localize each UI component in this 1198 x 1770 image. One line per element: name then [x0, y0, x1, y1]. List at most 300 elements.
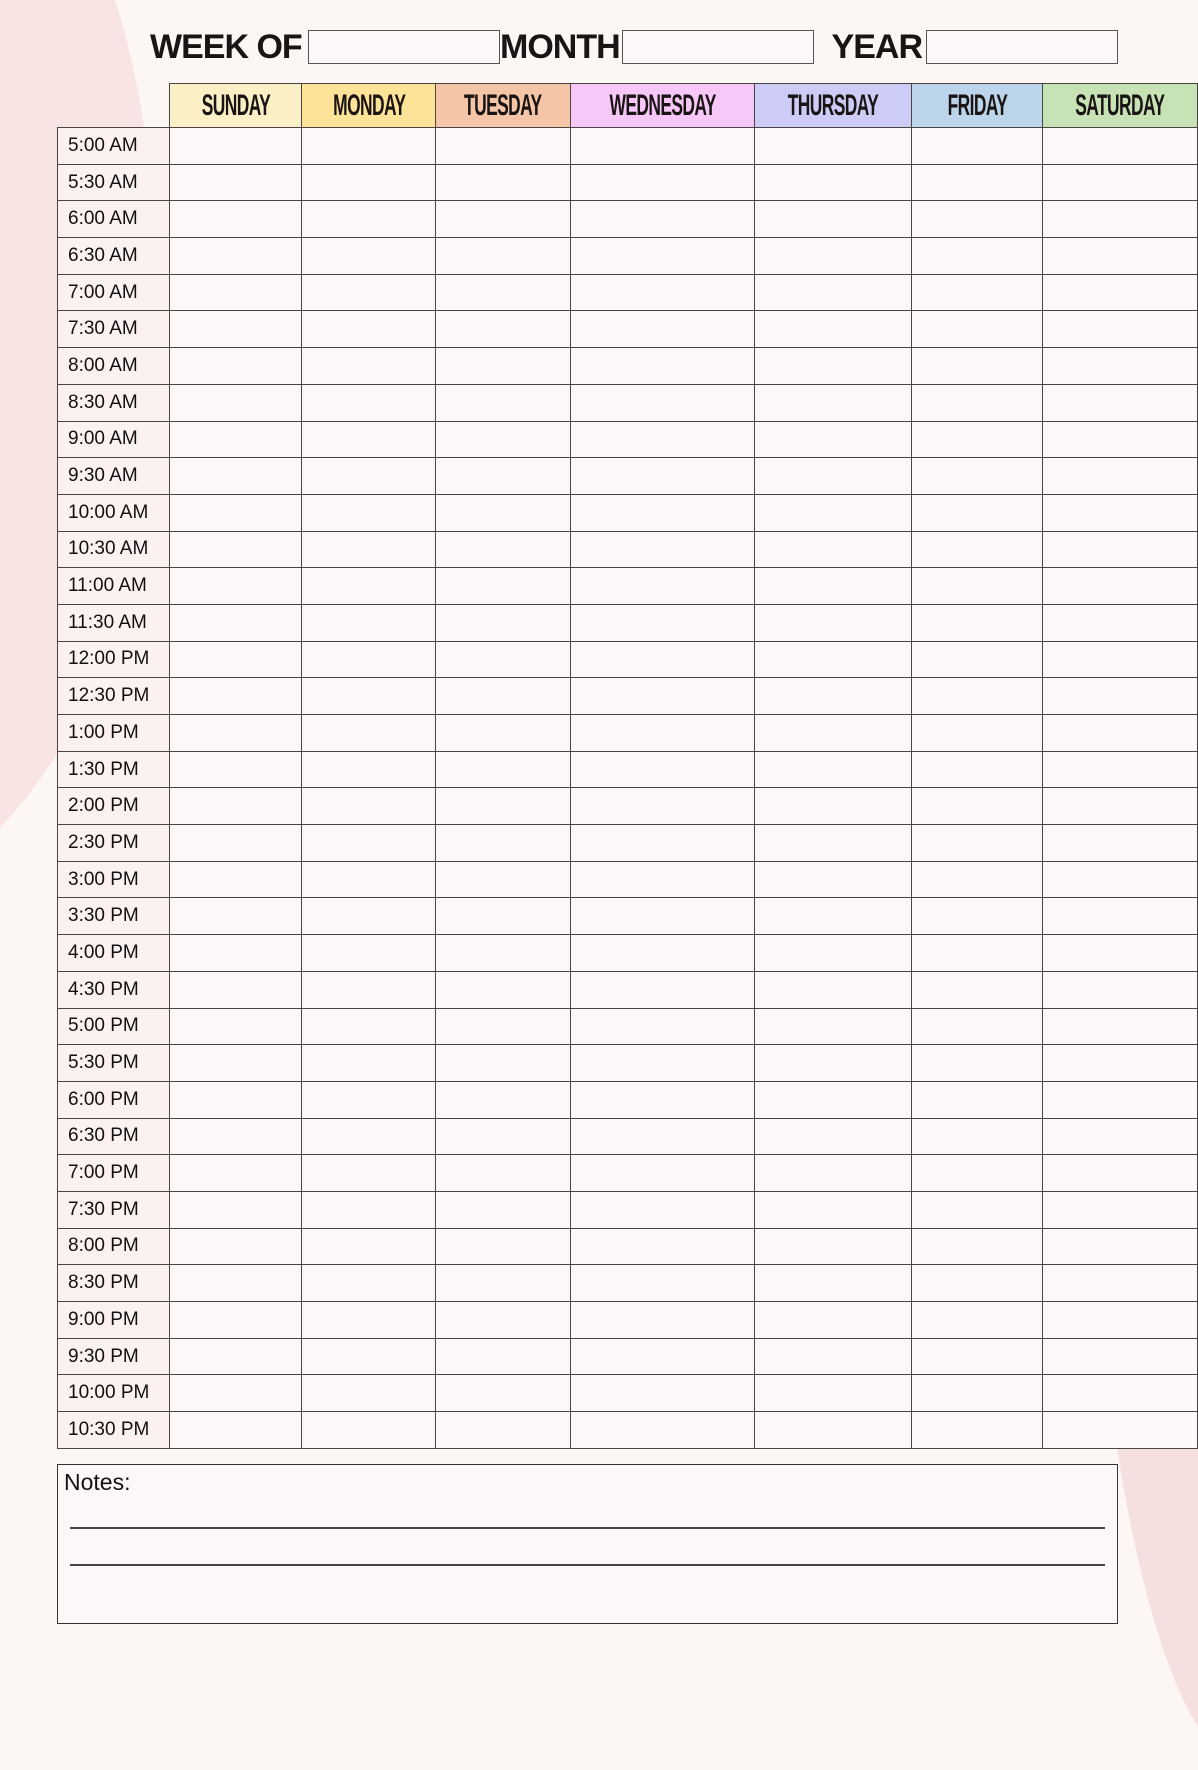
- schedule-cell-monday[interactable]: [302, 971, 436, 1008]
- schedule-cell-thursday[interactable]: [755, 1375, 912, 1412]
- schedule-cell-saturday[interactable]: [1043, 458, 1198, 495]
- schedule-cell-wednesday[interactable]: [570, 311, 754, 348]
- schedule-cell-friday[interactable]: [912, 201, 1043, 238]
- schedule-cell-friday[interactable]: [912, 641, 1043, 678]
- schedule-cell-tuesday[interactable]: [436, 604, 571, 641]
- schedule-cell-wednesday[interactable]: [570, 164, 754, 201]
- schedule-cell-thursday[interactable]: [755, 604, 912, 641]
- schedule-cell-saturday[interactable]: [1043, 238, 1198, 275]
- schedule-cell-friday[interactable]: [912, 1338, 1043, 1375]
- schedule-cell-tuesday[interactable]: [436, 898, 571, 935]
- week-of-field-group: [150, 28, 500, 66]
- day-label: MONDAY: [332, 88, 405, 122]
- schedule-cell-thursday[interactable]: [755, 1008, 912, 1045]
- month-field-group: [500, 28, 814, 66]
- schedule-cell-wednesday[interactable]: [570, 825, 754, 862]
- schedule-cell-sunday[interactable]: [170, 604, 302, 641]
- schedule-cell-thursday[interactable]: [755, 494, 912, 531]
- schedule-cell-friday[interactable]: [912, 531, 1043, 568]
- schedule-cell-thursday[interactable]: [755, 458, 912, 495]
- schedule-cell-thursday[interactable]: [755, 861, 912, 898]
- schedule-cell-saturday[interactable]: [1043, 1338, 1198, 1375]
- schedule-cell-saturday[interactable]: [1043, 935, 1198, 972]
- schedule-cell-saturday[interactable]: [1043, 201, 1198, 238]
- schedule-cell-tuesday[interactable]: [436, 348, 571, 385]
- schedule-cell-sunday[interactable]: [170, 678, 302, 715]
- schedule-cell-sunday[interactable]: [170, 238, 302, 275]
- schedule-cell-sunday[interactable]: [170, 531, 302, 568]
- time-slot-row: [58, 1118, 1198, 1155]
- schedule-cell-friday[interactable]: [912, 494, 1043, 531]
- schedule-cell-sunday[interactable]: [170, 1412, 302, 1449]
- schedule-cell-thursday[interactable]: [755, 715, 912, 752]
- schedule-cell-wednesday[interactable]: [570, 128, 754, 165]
- schedule-cell-friday[interactable]: [912, 1155, 1043, 1192]
- schedule-cell-sunday[interactable]: [170, 715, 302, 752]
- schedule-cell-monday[interactable]: [302, 751, 436, 788]
- notes-box[interactable]: [57, 1464, 1118, 1624]
- schedule-cell-wednesday[interactable]: [570, 201, 754, 238]
- schedule-cell-saturday[interactable]: [1043, 1155, 1198, 1192]
- schedule-cell-sunday[interactable]: [170, 935, 302, 972]
- schedule-cell-thursday[interactable]: [755, 825, 912, 862]
- schedule-cell-monday[interactable]: [302, 458, 436, 495]
- schedule-cell-sunday[interactable]: [170, 641, 302, 678]
- schedule-cell-thursday[interactable]: [755, 1302, 912, 1339]
- schedule-cell-monday[interactable]: [302, 494, 436, 531]
- schedule-cell-sunday[interactable]: [170, 825, 302, 862]
- schedule-cell-saturday[interactable]: [1043, 311, 1198, 348]
- schedule-cell-saturday[interactable]: [1043, 1081, 1198, 1118]
- schedule-cell-monday[interactable]: [302, 1338, 436, 1375]
- schedule-cell-sunday[interactable]: [170, 568, 302, 605]
- schedule-cell-thursday[interactable]: [755, 935, 912, 972]
- time-label: 1:00 PM: [58, 715, 170, 752]
- schedule-cell-tuesday[interactable]: [436, 1265, 571, 1302]
- schedule-cell-monday[interactable]: [302, 715, 436, 752]
- time-slot-row: [58, 348, 1198, 385]
- schedule-cell-tuesday[interactable]: [436, 384, 571, 421]
- schedule-cell-wednesday[interactable]: [570, 384, 754, 421]
- schedule-cell-friday[interactable]: [912, 825, 1043, 862]
- schedule-cell-tuesday[interactable]: [436, 935, 571, 972]
- schedule-cell-friday[interactable]: [912, 1118, 1043, 1155]
- schedule-cell-thursday[interactable]: [755, 971, 912, 1008]
- schedule-cell-tuesday[interactable]: [436, 1008, 571, 1045]
- schedule-cell-friday[interactable]: [912, 458, 1043, 495]
- schedule-cell-monday[interactable]: [302, 1228, 436, 1265]
- schedule-cell-wednesday[interactable]: [570, 494, 754, 531]
- schedule-cell-friday[interactable]: [912, 128, 1043, 165]
- schedule-cell-wednesday[interactable]: [570, 678, 754, 715]
- schedule-cell-friday[interactable]: [912, 788, 1043, 825]
- schedule-cell-saturday[interactable]: [1043, 971, 1198, 1008]
- schedule-cell-saturday[interactable]: [1043, 1265, 1198, 1302]
- schedule-cell-sunday[interactable]: [170, 201, 302, 238]
- schedule-cell-tuesday[interactable]: [436, 678, 571, 715]
- schedule-cell-wednesday[interactable]: [570, 1338, 754, 1375]
- schedule-cell-sunday[interactable]: [170, 384, 302, 421]
- schedule-cell-saturday[interactable]: [1043, 898, 1198, 935]
- schedule-cell-thursday[interactable]: [755, 1338, 912, 1375]
- schedule-cell-monday[interactable]: [302, 274, 436, 311]
- schedule-cell-thursday[interactable]: [755, 1412, 912, 1449]
- day-label: SUNDAY: [201, 88, 271, 122]
- schedule-cell-wednesday[interactable]: [570, 238, 754, 275]
- schedule-cell-sunday[interactable]: [170, 458, 302, 495]
- schedule-cell-friday[interactable]: [912, 1302, 1043, 1339]
- schedule-cell-saturday[interactable]: [1043, 604, 1198, 641]
- schedule-cell-saturday[interactable]: [1043, 861, 1198, 898]
- day-label: SATURDAY: [1075, 88, 1165, 122]
- schedule-cell-tuesday[interactable]: [436, 1228, 571, 1265]
- schedule-cell-sunday[interactable]: [170, 898, 302, 935]
- schedule-cell-wednesday[interactable]: [570, 935, 754, 972]
- schedule-cell-thursday[interactable]: [755, 128, 912, 165]
- schedule-cell-sunday[interactable]: [170, 1265, 302, 1302]
- schedule-cell-wednesday[interactable]: [570, 898, 754, 935]
- schedule-cell-friday[interactable]: [912, 604, 1043, 641]
- schedule-cell-monday[interactable]: [302, 421, 436, 458]
- schedule-cell-saturday[interactable]: [1043, 348, 1198, 385]
- schedule-cell-thursday[interactable]: [755, 1155, 912, 1192]
- time-label: 8:00 AM: [58, 348, 170, 385]
- schedule-cell-friday[interactable]: [912, 568, 1043, 605]
- schedule-cell-tuesday[interactable]: [436, 128, 571, 165]
- schedule-cell-thursday[interactable]: [755, 164, 912, 201]
- schedule-cell-monday[interactable]: [302, 384, 436, 421]
- schedule-cell-wednesday[interactable]: [570, 568, 754, 605]
- schedule-cell-friday[interactable]: [912, 935, 1043, 972]
- schedule-cell-thursday[interactable]: [755, 311, 912, 348]
- schedule-cell-tuesday[interactable]: [436, 274, 571, 311]
- schedule-cell-friday[interactable]: [912, 238, 1043, 275]
- time-slot-row: [58, 825, 1198, 862]
- schedule-cell-thursday[interactable]: [755, 898, 912, 935]
- schedule-cell-sunday[interactable]: [170, 494, 302, 531]
- schedule-cell-tuesday[interactable]: [436, 1191, 571, 1228]
- time-slot-row: [58, 1412, 1198, 1449]
- schedule-cell-friday[interactable]: [912, 971, 1043, 1008]
- schedule-cell-sunday[interactable]: [170, 1155, 302, 1192]
- time-label: 1:30 PM: [58, 751, 170, 788]
- time-label: 6:00 AM: [58, 201, 170, 238]
- schedule-cell-wednesday[interactable]: [570, 1081, 754, 1118]
- schedule-cell-wednesday[interactable]: [570, 1045, 754, 1082]
- day-header-thursday: [755, 84, 912, 128]
- day-label: WEDNESDAY: [609, 88, 716, 122]
- schedule-cell-tuesday[interactable]: [436, 201, 571, 238]
- schedule-cell-monday[interactable]: [302, 861, 436, 898]
- schedule-cell-monday[interactable]: [302, 788, 436, 825]
- schedule-cell-monday[interactable]: [302, 201, 436, 238]
- schedule-cell-thursday[interactable]: [755, 1228, 912, 1265]
- schedule-cell-tuesday[interactable]: [436, 1412, 571, 1449]
- schedule-cell-wednesday[interactable]: [570, 1118, 754, 1155]
- schedule-cell-thursday[interactable]: [755, 421, 912, 458]
- schedule-cell-saturday[interactable]: [1043, 164, 1198, 201]
- schedule-cell-friday[interactable]: [912, 1265, 1043, 1302]
- schedule-cell-monday[interactable]: [302, 1302, 436, 1339]
- schedule-cell-tuesday[interactable]: [436, 825, 571, 862]
- time-slot-row: [58, 238, 1198, 275]
- time-slot-row: [58, 604, 1198, 641]
- time-slot-row: [58, 421, 1198, 458]
- schedule-cell-monday[interactable]: [302, 1375, 436, 1412]
- year-label: YEAR: [831, 27, 922, 66]
- schedule-cell-monday[interactable]: [302, 238, 436, 275]
- schedule-cell-saturday[interactable]: [1043, 494, 1198, 531]
- schedule-cell-saturday[interactable]: [1043, 384, 1198, 421]
- day-header-monday: [302, 84, 436, 128]
- month-input[interactable]: [622, 30, 814, 64]
- weekly-schedule-grid: [57, 83, 1198, 1449]
- schedule-cell-thursday[interactable]: [755, 788, 912, 825]
- schedule-cell-saturday[interactable]: [1043, 1008, 1198, 1045]
- time-slot-row: [58, 311, 1198, 348]
- time-slot-row: [58, 568, 1198, 605]
- schedule-cell-wednesday[interactable]: [570, 715, 754, 752]
- schedule-cell-sunday[interactable]: [170, 1375, 302, 1412]
- schedule-cell-friday[interactable]: [912, 1375, 1043, 1412]
- schedule-cell-friday[interactable]: [912, 348, 1043, 385]
- schedule-cell-tuesday[interactable]: [436, 1338, 571, 1375]
- schedule-cell-tuesday[interactable]: [436, 531, 571, 568]
- schedule-cell-monday[interactable]: [302, 1155, 436, 1192]
- schedule-cell-sunday[interactable]: [170, 311, 302, 348]
- day-label: TUESDAY: [464, 88, 542, 122]
- day-header-wednesday: [570, 84, 754, 128]
- schedule-cell-saturday[interactable]: [1043, 1118, 1198, 1155]
- schedule-cell-friday[interactable]: [912, 274, 1043, 311]
- schedule-cell-saturday[interactable]: [1043, 751, 1198, 788]
- time-label: 8:00 PM: [58, 1228, 170, 1265]
- schedule-cell-tuesday[interactable]: [436, 238, 571, 275]
- schedule-cell-monday[interactable]: [302, 348, 436, 385]
- time-label: 10:30 AM: [58, 531, 170, 568]
- schedule-cell-tuesday[interactable]: [436, 715, 571, 752]
- schedule-cell-tuesday[interactable]: [436, 458, 571, 495]
- schedule-cell-wednesday[interactable]: [570, 971, 754, 1008]
- schedule-cell-thursday[interactable]: [755, 1045, 912, 1082]
- schedule-cell-wednesday[interactable]: [570, 348, 754, 385]
- schedule-cell-monday[interactable]: [302, 1081, 436, 1118]
- schedule-cell-friday[interactable]: [912, 1045, 1043, 1082]
- schedule-cell-thursday[interactable]: [755, 751, 912, 788]
- schedule-cell-monday[interactable]: [302, 531, 436, 568]
- schedule-cell-thursday[interactable]: [755, 274, 912, 311]
- schedule-cell-thursday[interactable]: [755, 641, 912, 678]
- schedule-cell-friday[interactable]: [912, 1228, 1043, 1265]
- schedule-cell-wednesday[interactable]: [570, 458, 754, 495]
- time-slot-row: [58, 1155, 1198, 1192]
- schedule-cell-tuesday[interactable]: [436, 164, 571, 201]
- schedule-cell-monday[interactable]: [302, 164, 436, 201]
- schedule-cell-thursday[interactable]: [755, 1118, 912, 1155]
- schedule-cell-friday[interactable]: [912, 384, 1043, 421]
- schedule-cell-saturday[interactable]: [1043, 1375, 1198, 1412]
- schedule-cell-sunday[interactable]: [170, 788, 302, 825]
- time-slot-row: [58, 531, 1198, 568]
- schedule-cell-tuesday[interactable]: [436, 1375, 571, 1412]
- time-slot-row: [58, 1191, 1198, 1228]
- schedule-cell-monday[interactable]: [302, 1045, 436, 1082]
- schedule-cell-wednesday[interactable]: [570, 751, 754, 788]
- schedule-cell-friday[interactable]: [912, 898, 1043, 935]
- schedule-cell-monday[interactable]: [302, 1265, 436, 1302]
- time-label: 5:30 PM: [58, 1045, 170, 1082]
- schedule-cell-sunday[interactable]: [170, 861, 302, 898]
- schedule-cell-wednesday[interactable]: [570, 788, 754, 825]
- schedule-cell-monday[interactable]: [302, 1412, 436, 1449]
- schedule-cell-sunday[interactable]: [170, 1302, 302, 1339]
- time-label: 6:00 PM: [58, 1081, 170, 1118]
- schedule-cell-monday[interactable]: [302, 568, 436, 605]
- schedule-cell-saturday[interactable]: [1043, 825, 1198, 862]
- schedule-cell-monday[interactable]: [302, 641, 436, 678]
- schedule-cell-wednesday[interactable]: [570, 1265, 754, 1302]
- schedule-cell-wednesday[interactable]: [570, 1302, 754, 1339]
- schedule-cell-tuesday[interactable]: [436, 861, 571, 898]
- week-of-input[interactable]: [308, 30, 500, 64]
- time-label: 9:00 PM: [58, 1302, 170, 1339]
- schedule-cell-friday[interactable]: [912, 311, 1043, 348]
- schedule-cell-thursday[interactable]: [755, 531, 912, 568]
- schedule-cell-friday[interactable]: [912, 1412, 1043, 1449]
- schedule-cell-monday[interactable]: [302, 1118, 436, 1155]
- schedule-cell-saturday[interactable]: [1043, 678, 1198, 715]
- schedule-cell-saturday[interactable]: [1043, 715, 1198, 752]
- schedule-cell-wednesday[interactable]: [570, 1191, 754, 1228]
- schedule-cell-monday[interactable]: [302, 311, 436, 348]
- schedule-cell-tuesday[interactable]: [436, 1118, 571, 1155]
- time-label: 7:00 AM: [58, 274, 170, 311]
- schedule-cell-friday[interactable]: [912, 861, 1043, 898]
- time-slot-row: [58, 164, 1198, 201]
- schedule-cell-wednesday[interactable]: [570, 1228, 754, 1265]
- schedule-cell-wednesday[interactable]: [570, 1375, 754, 1412]
- schedule-cell-tuesday[interactable]: [436, 1081, 571, 1118]
- schedule-cell-saturday[interactable]: [1043, 1228, 1198, 1265]
- schedule-cell-saturday[interactable]: [1043, 1045, 1198, 1082]
- schedule-cell-friday[interactable]: [912, 715, 1043, 752]
- schedule-cell-monday[interactable]: [302, 825, 436, 862]
- schedule-cell-monday[interactable]: [302, 1191, 436, 1228]
- time-slot-row: [58, 1008, 1198, 1045]
- schedule-cell-thursday[interactable]: [755, 678, 912, 715]
- schedule-cell-thursday[interactable]: [755, 1081, 912, 1118]
- schedule-cell-wednesday[interactable]: [570, 1008, 754, 1045]
- schedule-cell-friday[interactable]: [912, 1191, 1043, 1228]
- schedule-cell-tuesday[interactable]: [436, 1155, 571, 1192]
- schedule-cell-monday[interactable]: [302, 604, 436, 641]
- schedule-cell-tuesday[interactable]: [436, 751, 571, 788]
- schedule-cell-wednesday[interactable]: [570, 274, 754, 311]
- year-input[interactable]: [926, 30, 1118, 64]
- month-label: MONTH: [500, 27, 620, 66]
- schedule-cell-sunday[interactable]: [170, 1338, 302, 1375]
- schedule-cell-sunday[interactable]: [170, 164, 302, 201]
- schedule-cell-saturday[interactable]: [1043, 1412, 1198, 1449]
- schedule-cell-saturday[interactable]: [1043, 274, 1198, 311]
- time-label: 2:30 PM: [58, 825, 170, 862]
- schedule-cell-saturday[interactable]: [1043, 531, 1198, 568]
- schedule-cell-saturday[interactable]: [1043, 568, 1198, 605]
- schedule-cell-saturday[interactable]: [1043, 128, 1198, 165]
- schedule-cell-sunday[interactable]: [170, 1118, 302, 1155]
- schedule-cell-sunday[interactable]: [170, 348, 302, 385]
- schedule-cell-monday[interactable]: [302, 935, 436, 972]
- schedule-cell-wednesday[interactable]: [570, 421, 754, 458]
- schedule-cell-sunday[interactable]: [170, 1191, 302, 1228]
- schedule-cell-wednesday[interactable]: [570, 641, 754, 678]
- schedule-cell-wednesday[interactable]: [570, 604, 754, 641]
- schedule-cell-thursday[interactable]: [755, 1265, 912, 1302]
- time-label: 4:00 PM: [58, 935, 170, 972]
- schedule-cell-friday[interactable]: [912, 678, 1043, 715]
- schedule-cell-sunday[interactable]: [170, 1045, 302, 1082]
- schedule-cell-tuesday[interactable]: [436, 311, 571, 348]
- schedule-cell-tuesday[interactable]: [436, 1302, 571, 1339]
- schedule-cell-saturday[interactable]: [1043, 1302, 1198, 1339]
- schedule-cell-friday[interactable]: [912, 1008, 1043, 1045]
- schedule-cell-thursday[interactable]: [755, 348, 912, 385]
- year-field-group: [830, 28, 1118, 66]
- schedule-cell-saturday[interactable]: [1043, 421, 1198, 458]
- schedule-cell-tuesday[interactable]: [436, 788, 571, 825]
- schedule-cell-thursday[interactable]: [755, 238, 912, 275]
- schedule-cell-sunday[interactable]: [170, 751, 302, 788]
- schedule-cell-sunday[interactable]: [170, 274, 302, 311]
- schedule-cell-monday[interactable]: [302, 128, 436, 165]
- schedule-cell-tuesday[interactable]: [436, 1045, 571, 1082]
- schedule-cell-wednesday[interactable]: [570, 1155, 754, 1192]
- schedule-cell-wednesday[interactable]: [570, 1412, 754, 1449]
- time-slot-row: [58, 1375, 1198, 1412]
- schedule-cell-friday[interactable]: [912, 1081, 1043, 1118]
- schedule-cell-sunday[interactable]: [170, 1081, 302, 1118]
- schedule-cell-tuesday[interactable]: [436, 494, 571, 531]
- schedule-cell-thursday[interactable]: [755, 1191, 912, 1228]
- schedule-cell-friday[interactable]: [912, 751, 1043, 788]
- time-slot-row: [58, 898, 1198, 935]
- schedule-cell-saturday[interactable]: [1043, 1191, 1198, 1228]
- schedule-cell-sunday[interactable]: [170, 128, 302, 165]
- time-slot-row: [58, 1302, 1198, 1339]
- schedule-cell-wednesday[interactable]: [570, 861, 754, 898]
- schedule-cell-sunday[interactable]: [170, 1008, 302, 1045]
- schedule-cell-tuesday[interactable]: [436, 971, 571, 1008]
- schedule-cell-saturday[interactable]: [1043, 788, 1198, 825]
- schedule-cell-wednesday[interactable]: [570, 531, 754, 568]
- schedule-cell-friday[interactable]: [912, 164, 1043, 201]
- schedule-cell-monday[interactable]: [302, 898, 436, 935]
- schedule-cell-sunday[interactable]: [170, 421, 302, 458]
- schedule-cell-thursday[interactable]: [755, 384, 912, 421]
- schedule-cell-friday[interactable]: [912, 421, 1043, 458]
- schedule-cell-monday[interactable]: [302, 678, 436, 715]
- schedule-cell-tuesday[interactable]: [436, 421, 571, 458]
- schedule-cell-tuesday[interactable]: [436, 568, 571, 605]
- schedule-cell-thursday[interactable]: [755, 568, 912, 605]
- schedule-cell-saturday[interactable]: [1043, 641, 1198, 678]
- schedule-cell-sunday[interactable]: [170, 1228, 302, 1265]
- schedule-cell-sunday[interactable]: [170, 971, 302, 1008]
- schedule-cell-thursday[interactable]: [755, 201, 912, 238]
- schedule-cell-monday[interactable]: [302, 1008, 436, 1045]
- schedule-cell-tuesday[interactable]: [436, 641, 571, 678]
- time-label: 6:30 AM: [58, 238, 170, 275]
